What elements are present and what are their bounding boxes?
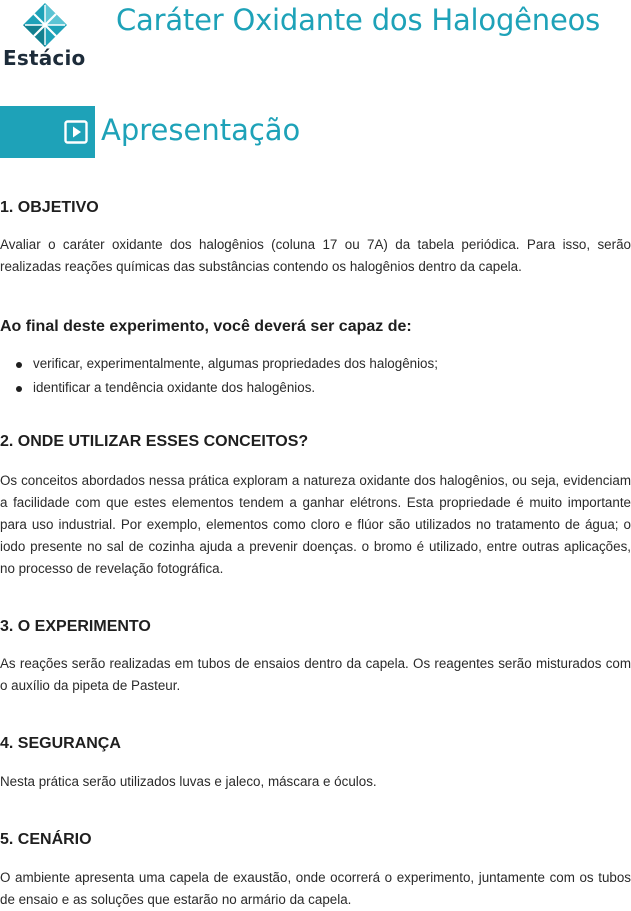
list-item xyxy=(0,352,631,376)
section-heading-onde: 2. ONDE UTILIZAR ESSES CONCEITOS? xyxy=(0,433,309,450)
section-heading-experimento: 3. O EXPERIMENTO xyxy=(0,618,151,635)
capacidades-list xyxy=(0,352,631,400)
banner-title: Apresentação xyxy=(101,113,301,147)
section-banner xyxy=(0,106,631,158)
section-heading-cenario: 5. CENÁRIO xyxy=(0,831,92,848)
page-header xyxy=(0,0,631,80)
list-item-text: verificar, experimentalmente, algumas propriedades dos halogênios; xyxy=(33,356,438,371)
banner-accent-box xyxy=(0,106,95,158)
play-square-icon xyxy=(64,120,88,144)
list-item xyxy=(0,376,631,400)
page-title: Caráter Oxidante dos Halogêneos xyxy=(116,3,601,37)
logo-text: Estácio xyxy=(3,46,86,70)
section-heading-seguranca: 4. SEGURANÇA xyxy=(0,735,121,752)
bullet-dot xyxy=(16,362,22,368)
capacidades-heading: Ao final deste experimento, você deverá ser capaz de: xyxy=(0,318,412,335)
section-heading-objetivo: 1. OBJETIVO xyxy=(0,199,99,216)
bullet-dot xyxy=(16,386,22,392)
estacio-logo[interactable] xyxy=(0,0,92,75)
section-text-experimento: As reações serão realizadas em tubos de ensaios dentro da capela. Os reagentes serão misturados com o auxílio da pipeta de Pasteur. xyxy=(0,656,631,693)
estacio-diamond-icon xyxy=(22,2,68,48)
section-text-objetivo: Avaliar o caráter oxidante dos halogênios (coluna 17 ou 7A) da tabela periódica. Para isso, serão realizadas reações químicas das substâncias contendo os halogênios dentro da capela. xyxy=(0,237,631,274)
section-text-cenario: O ambiente apresenta uma capela de exaustão, onde ocorrerá o experimento, juntamente com os tubos de ensaio e as soluções que estarão no armário da capela. xyxy=(0,870,631,907)
section-text-onde: Os conceitos abordados nessa prática exploram a natureza oxidante dos halogênios, ou seja, evidenciam a facilidade com que estes elementos tendem a ganhar elétrons. Esta propriedade é muito importante para uso industrial. Por exemplo, elementos como cloro e flúor são utilizados no tratamento de água; o iodo presente no sal de cozinha ajuda a prevenir doenças. o bromo é utilizado, entre outras aplicações, no processo de revelação fotográfica. xyxy=(0,473,631,576)
list-item-text: identificar a tendência oxidante dos halogênios. xyxy=(33,380,316,395)
section-text-seguranca: Nesta prática serão utilizados luvas e jaleco, máscara e óculos. xyxy=(0,774,377,789)
